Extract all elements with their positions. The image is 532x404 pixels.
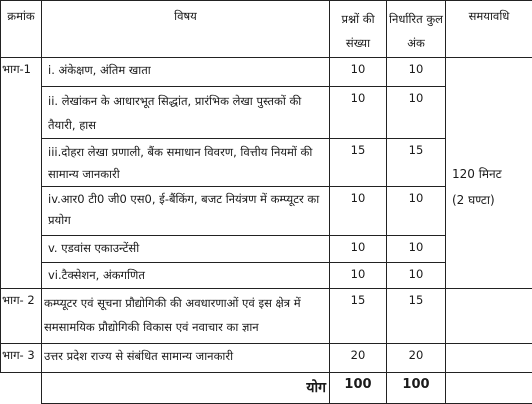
total-label: योग — [306, 380, 326, 396]
table-row — [1, 344, 532, 373]
duration-value: 120 मिनट — [452, 163, 532, 185]
total-marks-value: 100 — [402, 377, 429, 392]
duration-cell — [446, 58, 532, 289]
subject-cell — [42, 139, 330, 187]
total-marks-cell — [387, 373, 446, 404]
subject-cell — [42, 187, 330, 236]
part-label — [1, 289, 42, 344]
header-row — [1, 1, 532, 58]
subject-cell — [42, 289, 330, 344]
duration-empty-cell — [446, 289, 532, 344]
total-questions-cell — [330, 373, 387, 404]
subject-text: ii. लेखांकन के आधारभूत सिद्धांत, प्रारंभिक लेखा पुस्तकों की तैयारी, हास — [48, 94, 301, 132]
header-subject-text: विषय — [174, 9, 197, 23]
subject-cell — [42, 87, 330, 139]
header-subject — [42, 1, 330, 58]
questions-cell — [330, 263, 387, 289]
part-label — [1, 58, 42, 289]
marks-cell — [387, 187, 446, 236]
questions-cell — [330, 187, 387, 236]
questions-value: 10 — [351, 188, 366, 209]
header-duration-text: समयावधि — [469, 9, 510, 23]
part-label — [1, 344, 42, 373]
questions-cell — [330, 87, 387, 139]
questions-value: 20 — [351, 345, 366, 366]
marks-cell — [387, 58, 446, 87]
marks-value: 15 — [409, 290, 424, 311]
marks-cell — [387, 236, 446, 263]
part-2-text: भाग- 2 — [2, 293, 35, 307]
subject-text: vi.टैक्सेशन, अंकगणित — [48, 268, 145, 282]
total-empty-duration-cell — [446, 373, 532, 404]
marks-cell — [387, 263, 446, 289]
subject-cell — [42, 236, 330, 263]
part-1-text: भाग-1 — [2, 62, 31, 76]
marks-value: 15 — [409, 140, 424, 161]
subject-text: i. अंकेक्षण, अंतिम खाता — [48, 63, 151, 77]
questions-value: 15 — [351, 290, 366, 311]
questions-cell — [330, 236, 387, 263]
marks-value: 10 — [409, 237, 424, 258]
header-question-count — [330, 1, 387, 58]
marks-value: 10 — [409, 88, 424, 109]
marks-cell — [387, 289, 446, 344]
questions-value: 10 — [351, 59, 366, 80]
total-empty-cell — [1, 373, 42, 404]
marks-cell — [387, 139, 446, 187]
questions-cell — [330, 139, 387, 187]
total-label-cell — [42, 373, 330, 404]
subject-cell — [42, 58, 330, 87]
duration-note: (2 घण्टा) — [452, 189, 532, 211]
marks-value: 10 — [409, 264, 424, 285]
questions-cell — [330, 58, 387, 87]
subject-text: उत्तर प्रदेश राज्य से संबंधित सामान्य जानकारी — [44, 349, 233, 363]
subject-text: iii.दोहरा लेखा प्रणाली, बैंक समाधान विवरण, वित्तीय नियमों की सामान्य जानकारी — [48, 145, 312, 181]
header-serial-text: क्रमांक — [7, 9, 35, 23]
subject-text: कम्प्यूटर एवं सूचना प्रौद्योगिकी की अवधारणाओं एवं इस क्षेत्र में समसामयिक प्रौद्योगिकी विकास एवं नवाचार का ज्ञान — [44, 296, 301, 334]
total-row — [1, 373, 532, 404]
subject-text: iv.आर0 टी0 जी0 एस0, ई-बैंकिंग, बजट नियंत्रण में कम्प्यूटर का प्रयोग — [48, 192, 319, 227]
table-row — [1, 289, 532, 344]
duration-empty-cell — [446, 344, 532, 373]
header-question-count-text: प्रश्नों की संख्या — [341, 12, 374, 50]
subject-cell — [42, 344, 330, 373]
table-row — [1, 58, 532, 87]
questions-cell — [330, 344, 387, 373]
questions-value: 10 — [351, 264, 366, 285]
questions-value: 10 — [351, 88, 366, 109]
marks-cell — [387, 87, 446, 139]
marks-value: 10 — [409, 188, 424, 209]
marks-value: 10 — [409, 59, 424, 80]
questions-cell — [330, 289, 387, 344]
header-max-marks-text: निर्धारित कुल अंक — [389, 12, 443, 50]
marks-value: 20 — [409, 345, 424, 366]
questions-value: 10 — [351, 237, 366, 258]
part-3-text: भाग- 3 — [2, 348, 35, 362]
total-questions-value: 100 — [344, 377, 371, 392]
header-serial — [1, 1, 42, 58]
marks-cell — [387, 344, 446, 373]
questions-value: 15 — [351, 140, 366, 161]
subject-text: v. एडवांस एकाउन्टेंसी — [48, 241, 139, 255]
subject-cell — [42, 263, 330, 289]
header-max-marks — [387, 1, 446, 58]
header-duration — [446, 1, 532, 58]
